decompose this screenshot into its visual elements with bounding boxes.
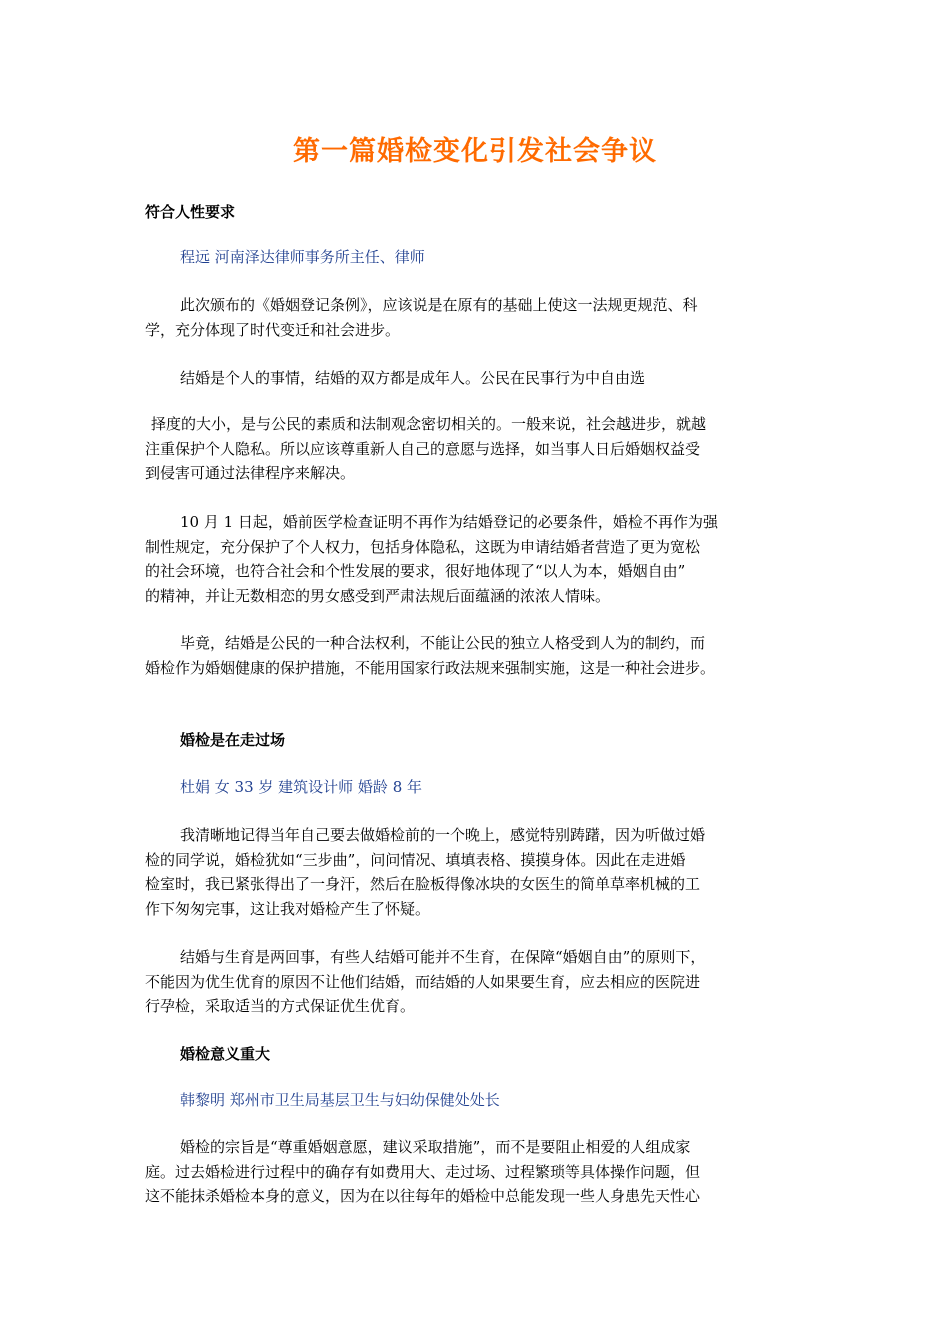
section-byline-2: 杜娟 女 33 岁 建筑设计师 婚龄 8 年 xyxy=(180,778,423,796)
paragraph-line: 此次颁布的《婚姻登记条例》，应该说是在原有的基础上使这一法规更规范、科 xyxy=(180,296,698,314)
paragraph-line: 婚检作为婚姻健康的保护措施，不能用国家行政法规来强制实施，这是一种社会进步。 xyxy=(145,658,716,677)
paragraph xyxy=(145,412,805,486)
section-heading-3: 婚检意义重大 xyxy=(180,1045,271,1063)
paragraph xyxy=(145,510,805,608)
paragraph-line: 不能因为优生优育的原因不让他们结婚，而结婚的人如果要生育，应去相应的医院进 xyxy=(145,972,701,991)
paragraph-line: 检的同学说，婚检犹如“三步曲”，问问情况、填填表格、摸摸身体。因此在走进婚 xyxy=(145,850,686,869)
paragraph xyxy=(145,366,805,391)
paragraph-line: 到侵害可通过法律程序来解决。 xyxy=(145,464,356,482)
paragraph xyxy=(145,823,805,921)
paragraph-line: 庭。过去婚检进行过程中的确存有如费用大、走过场、过程繁琐等具体操作问题，但 xyxy=(145,1162,701,1181)
paragraph-line: 10 月 1 日起，婚前医学检查证明不再作为结婚登记的必要条件，婚检不再作为强 xyxy=(180,513,718,531)
paragraph-line: 结婚与生育是两回事，有些人结婚可能并不生育，在保障“婚姻自由”的原则下， xyxy=(180,948,706,966)
paragraph-line: 制性规定，充分保护了个人权力，包括身体隐私，这既为申请结婚者营造了更为宽松 xyxy=(145,537,701,556)
paragraph xyxy=(145,293,805,342)
paragraph xyxy=(145,945,805,1019)
paragraph xyxy=(145,1135,805,1209)
section-heading-1: 符合人性要求 xyxy=(145,203,236,221)
paragraph-line: 注重保护个人隐私。所以应该尊重新人自己的意愿与选择，如当事人日后婚姻权益受 xyxy=(145,439,701,458)
document-title: 第一篇婚检变化引发社会争议 xyxy=(293,136,657,167)
paragraph-line: 检室时，我已紧张得出了一身汗，然后在脸板得像冰块的女医生的简单草率机械的工 xyxy=(145,875,701,893)
paragraph-line: 行孕检，采取适当的方式保证优生优育。 xyxy=(145,997,416,1015)
paragraph-line: 婚检的宗旨是“尊重婚姻意愿，建议采取措施”，而不是要阻止相爱的人组成家 xyxy=(180,1138,691,1156)
paragraph-line: 的社会环境，也符合社会和个性发展的要求，很好地体现了“以人为本，婚姻自由” xyxy=(145,562,686,580)
section-byline-1: 程远 河南泽达律师事务所主任、律师 xyxy=(180,248,425,266)
paragraph xyxy=(145,631,805,680)
section-heading-2: 婚检是在走过场 xyxy=(180,731,286,749)
paragraph-line: 学，充分体现了时代变迁和社会进步。 xyxy=(145,320,401,339)
paragraph-line: 我清晰地记得当年自己要去做婚检前的一个晚上，感觉特别踌躇，因为听做过婚 xyxy=(180,826,706,844)
section-byline-3: 韩黎明 郑州市卫生局基层卫生与妇幼保健处处长 xyxy=(180,1091,500,1109)
paragraph-line: 的精神，并让无数相恋的男女感受到严肃法规后面蕴涵的浓浓人情味。 xyxy=(145,586,611,605)
paragraph-line: 择度的大小，是与公民的素质和法制观念密切相关的。一般来说，社会越进步，就越 xyxy=(151,415,707,433)
paragraph-line: 结婚是个人的事情，结婚的双方都是成年人。公民在民事行为中自由选 xyxy=(180,369,646,387)
paragraph-line: 作下匆匆完事，这让我对婚检产生了怀疑。 xyxy=(145,899,431,918)
paragraph-line: 毕竟，结婚是公民的一种合法权利，不能让公民的独立人格受到人为的制约，而 xyxy=(180,634,706,652)
paragraph-line: 这不能抹杀婚检本身的意义，因为在以往每年的婚检中总能发现一些人身患先天性心 xyxy=(145,1187,701,1205)
